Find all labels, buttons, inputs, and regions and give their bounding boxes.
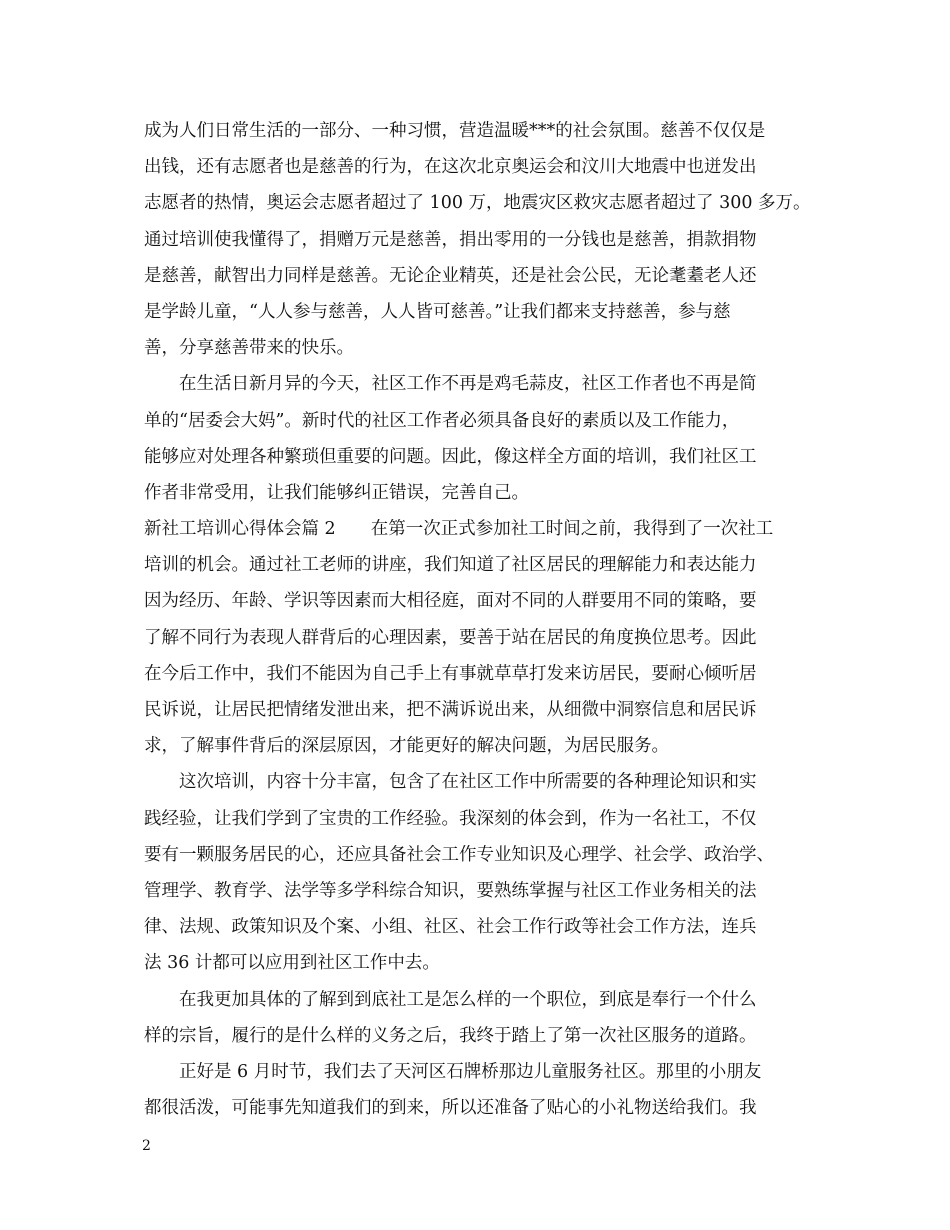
- text-line: 作者非常受用，让我们能够纠正错误，完善自己。: [144, 482, 529, 503]
- page-number: 2: [142, 1138, 151, 1154]
- text-line: 出钱，还有志愿者也是慈善的行为，在这次北京奥运会和汶川大地震中也迸发出: [144, 157, 757, 178]
- text-line: 这次培训，内容十分丰富，包含了在社区工作中所需要的各种理论知识和实: [144, 772, 757, 793]
- text-line: 了解不同行为表现人群背后的心理因素，要善于站在居民的角度换位思考。因此: [144, 627, 757, 648]
- text-line: 求，了解事件背后的深层原因，才能更好的解决问题，为居民服务。: [144, 736, 669, 757]
- text-line: 法 36 计都可以应用到社区工作中去。: [144, 953, 440, 974]
- text-line: 志愿者的热情，奥运会志愿者超过了 100 万，地震灾区救灾志愿者超过了 300 多万。: [144, 193, 811, 214]
- section-heading-line: 新社工培训心得体会篇 2 在第一次正式参加社工时间之前，我得到了一次社工: [144, 519, 774, 540]
- text-line: 单的“居委会大妈”。新时代的社区工作者必须具备良好的素质以及工作能力，: [144, 410, 740, 431]
- text-line: 要有一颗服务居民的心，还应具备社会工作专业知识及心理学、社会学、政治学、: [144, 844, 774, 865]
- text-line: 善，分享慈善带来的快乐。: [144, 338, 354, 359]
- text-line: 律、法规、政策知识及个案、小组、社区、社会工作行政等社会工作方法，连兵: [144, 917, 757, 938]
- text-line: 成为人们日常生活的一部分、一种习惯，营造温暖***的社会氛围。慈善不仅仅是: [144, 121, 766, 141]
- text-line: 因为经历、年龄、学识等因素而大相径庭，面对不同的人群要用不同的策略，要: [144, 591, 757, 612]
- text-line: 践经验，让我们学到了宝贵的工作经验。我深刻的体会到，作为一名社工，不仅: [144, 808, 757, 829]
- body-text: [144, 113, 824, 1126]
- text-line: 都很活泼，可能事先知道我们的到来，所以还准备了贴心的小礼物送给我们。我: [144, 1098, 757, 1119]
- text-line: 在今后工作中，我们不能因为自己手上有事就草草打发来访居民，要耐心倾听居: [144, 663, 757, 684]
- text-line: 能够应对处理各种繁琐但重要的问题。因此，像这样全方面的培训，我们社区工: [144, 446, 757, 467]
- text-line: 是学龄儿童，“人人参与慈善，人人皆可慈善。”让我们都来支持慈善，参与慈: [144, 301, 731, 322]
- text-line: 民诉说，让居民把情绪发泄出来，把不满诉说出来，从细微中洞察信息和居民诉: [144, 700, 757, 720]
- text-line: 培训的机会。通过社工老师的讲座，我们知道了社区居民的理解能力和表达能力: [144, 555, 757, 576]
- text-line: 正好是 6 月时节，我们去了天河区石牌桥那边儿童服务社区。那里的小朋友: [144, 1061, 762, 1082]
- text-line: 通过培训使我懂得了，捐赠万元是慈善，捐出零用的一分钱也是慈善，捐款捐物: [144, 229, 757, 250]
- text-line: 在生活日新月异的今天，社区工作不再是鸡毛蒜皮，社区工作者也不再是简: [144, 374, 757, 395]
- text-line: 管理学、教育学、法学等多学科综合知识，要熟练掌握与社区工作业务相关的法: [144, 880, 757, 901]
- text-line: 样的宗旨，履行的是什么样的义务之后，我终于踏上了第一次社区服务的道路。: [144, 1025, 757, 1046]
- text-line: 是慈善，献智出力同样是慈善。无论企业精英，还是社会公民，无论耄耋老人还: [144, 265, 757, 286]
- text-line: 在我更加具体的了解到到底社工是怎么样的一个职位，到底是奉行一个什么: [144, 989, 757, 1010]
